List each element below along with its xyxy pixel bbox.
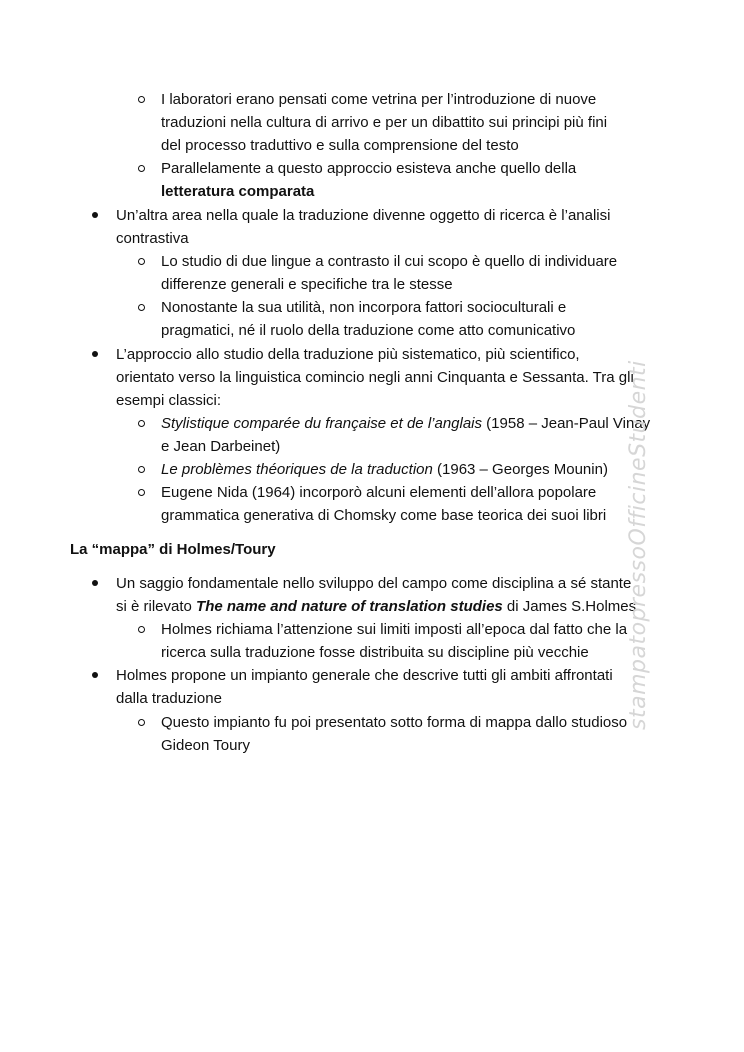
bullet — [92, 212, 98, 218]
text-line: Parallelamente a questo approccio esisteva anche quello della — [161, 160, 577, 177]
text-line: Questo impianto fu poi presentato sotto forma di mappa dallo studioso — [161, 714, 628, 731]
sub-bullet — [138, 626, 145, 633]
text-line-bold: letteratura comparata — [161, 183, 315, 200]
sub-bullet — [138, 719, 145, 726]
text-line — [161, 458, 608, 481]
text-line: Eugene Nida (1964) incorporò alcuni elementi dell’allora popolare — [161, 484, 597, 501]
bullet — [92, 580, 98, 586]
text-line: Holmes richiama l’attenzione sui limiti imposti all’epoca dal fatto che la — [161, 621, 628, 638]
watermark-text: stampatopressoOfficineStudenti — [626, 360, 651, 730]
book-title: The name and nature of translation studies — [196, 598, 503, 615]
text-line: pragmatici, né il ruolo della traduzione come atto comunicativo — [161, 322, 576, 339]
text-fragment: di James S.Holmes — [502, 598, 637, 615]
book-title: Le problèmes théoriques de la traduction — [161, 461, 433, 478]
bullet — [92, 672, 98, 678]
text-line: traduzioni nella cultura di arrivo e per un dibattito sui principi più fini — [161, 114, 608, 131]
text-line: differenze generali e specifiche tra le stesse — [161, 276, 453, 293]
book-title: Stylistique comparée du française et de l’anglais — [161, 415, 483, 432]
text-line — [116, 595, 636, 618]
text-line: Un saggio fondamentale nello sviluppo del campo come disciplina a sé stante — [116, 575, 632, 592]
text-line: Un’altra area nella quale la traduzione divenne oggetto di ricerca è l’analisi — [116, 207, 611, 224]
bullet — [92, 351, 98, 357]
sub-bullet — [138, 489, 145, 496]
sub-bullet — [138, 420, 145, 427]
text-line: contrastiva — [116, 230, 189, 247]
sub-bullet — [138, 96, 145, 103]
text-line: esempi classici: — [116, 392, 222, 409]
text-line: Nonostante la sua utilità, non incorpora fattori socioculturali e — [161, 299, 567, 316]
text-line: L’approccio allo studio della traduzione più sistematico, più scientifico, — [116, 346, 580, 363]
sub-bullet — [138, 466, 145, 473]
citation: (1958 – Jean-Paul Vinay — [482, 415, 651, 432]
text-line: Lo studio di due lingue a contrasto il cui scopo è quello di individuare — [161, 253, 618, 270]
citation: (1963 – Georges Mounin) — [432, 461, 608, 478]
sub-bullet — [138, 165, 145, 172]
sub-bullet — [138, 258, 145, 265]
text-fragment: si è rilevato — [116, 598, 197, 615]
text-line: e Jean Darbeinet) — [161, 438, 281, 455]
text-line — [161, 412, 650, 435]
text-line: grammatica generativa di Chomsky come base teorica dei suoi libri — [161, 507, 607, 524]
text-line: I laboratori erano pensati come vetrina per l’introduzione di nuove — [161, 91, 597, 108]
text-line: Gideon Toury — [161, 737, 250, 754]
text-line: ricerca sulla traduzione fosse distribuita su discipline più vecchie — [161, 644, 589, 661]
text-line: Holmes propone un impianto generale che descrive tutti gli ambiti affrontati — [116, 667, 613, 684]
section-heading: La “mappa” di Holmes/Toury — [70, 541, 276, 558]
text-line: orientato verso la linguistica comincio negli anni Cinquanta e Sessanta. Tra gli — [116, 369, 634, 386]
sub-bullet — [138, 304, 145, 311]
text-line: del processo traduttivo e sulla comprensione del testo — [161, 137, 519, 154]
text-line: dalla traduzione — [116, 690, 222, 707]
